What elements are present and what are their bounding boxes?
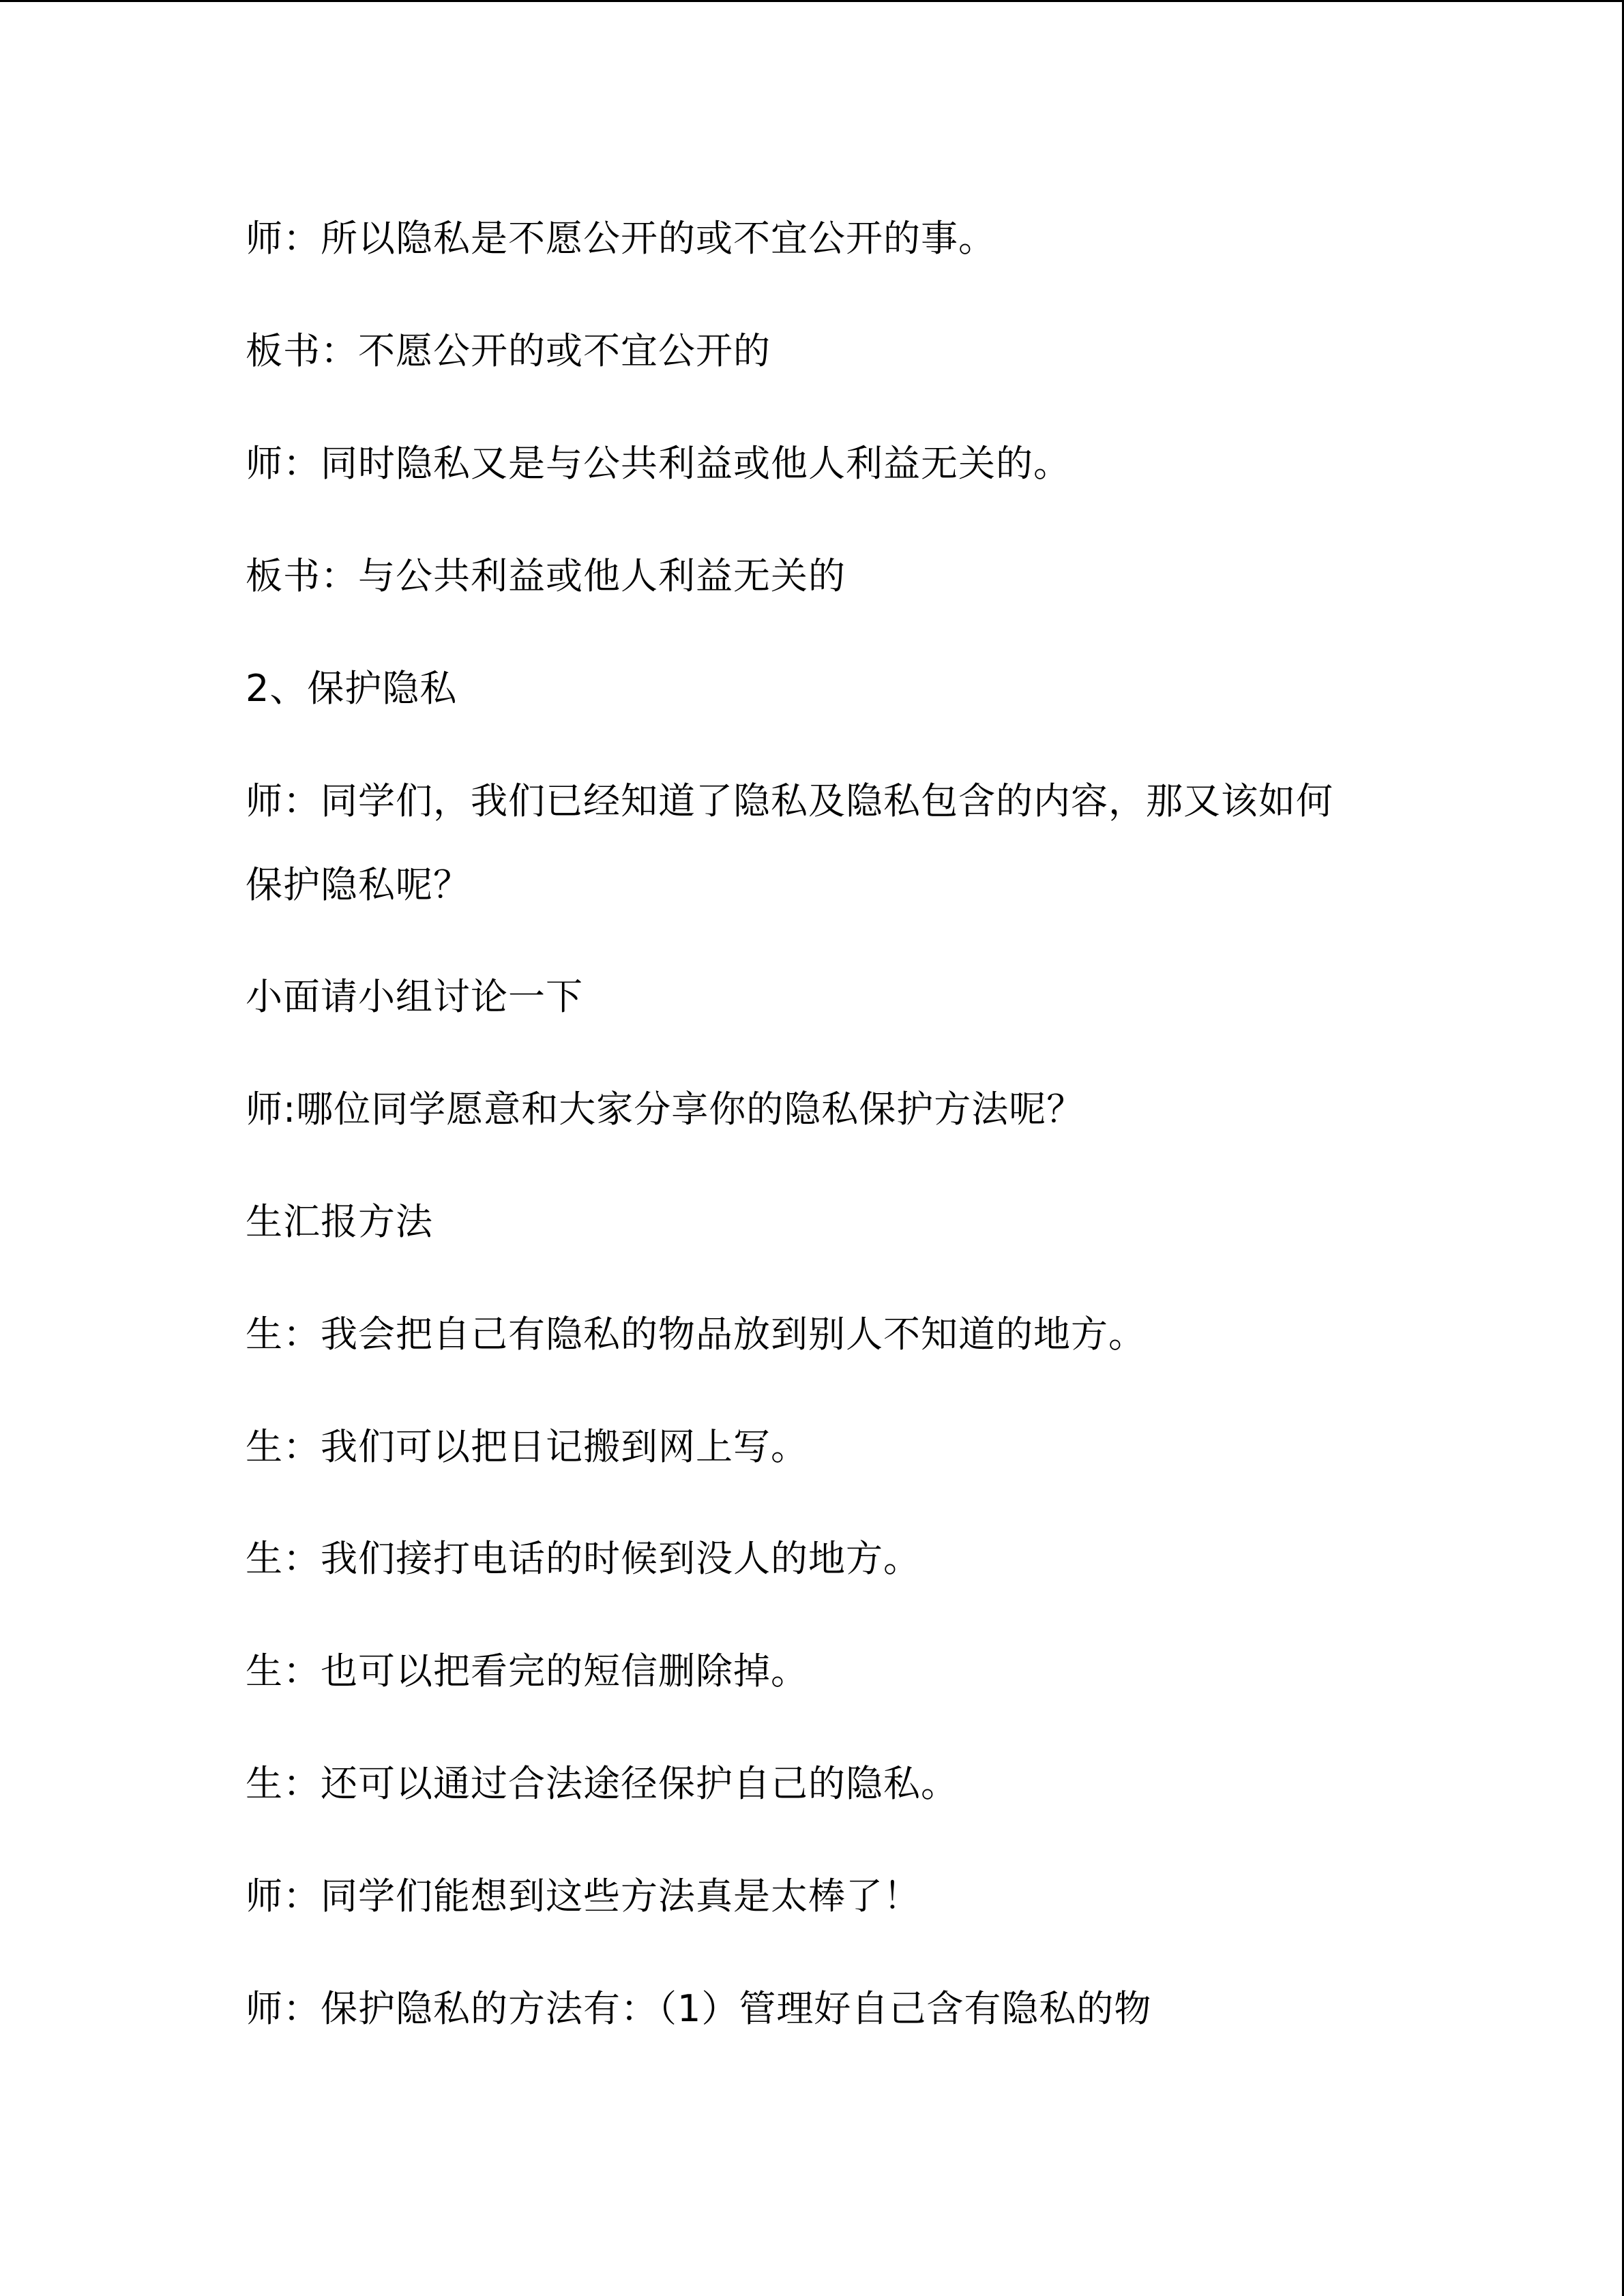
paragraph-line: 生：也可以把看完的短信删除掉。 [246, 1650, 808, 1693]
paragraph-line: 板书：不愿公开的或不宜公开的 [246, 329, 771, 372]
paragraph-line: 生：我们可以把日记搬到网上写。 [246, 1425, 808, 1468]
paragraph-line: 保护隐私呢？ [246, 863, 471, 906]
paragraph-line: 师：保护隐私的方法有：（1）管理好自己含有隐私的物 [246, 1987, 1152, 2030]
paragraph-line: 师:哪位同学愿意和大家分享你的隐私保护方法呢？ [246, 1088, 1084, 1131]
paragraph-line: 生：还可以通过合法途径保护自己的隐私。 [246, 1762, 958, 1805]
paragraph-line: 师：同时隐私又是与公共利益或他人利益无关的。 [246, 442, 1071, 485]
paragraph-line: 生：我们接打电话的时候到没人的地方。 [246, 1537, 921, 1580]
paragraph-line: 小面请小组讨论一下 [246, 975, 583, 1018]
paragraph-line: 师：同学们，我们已经知道了隐私及隐私包含的内容，那又该如何 [246, 779, 1333, 822]
paragraph-line: 生：我会把自己有隐私的物品放到别人不知道的地方。 [246, 1313, 1146, 1356]
paragraph-line: 生汇报方法 [246, 1200, 433, 1243]
section-heading: 2、保护隐私 [246, 667, 458, 710]
top-border [0, 0, 1624, 2]
paragraph-line: 师：所以隐私是不愿公开的或不宜公开的事。 [246, 217, 996, 260]
paragraph-line: 师：同学们能想到这些方法真是太棒了！ [246, 1875, 921, 1918]
paragraph-line: 板书：与公共利益或他人利益无关的 [246, 554, 846, 597]
